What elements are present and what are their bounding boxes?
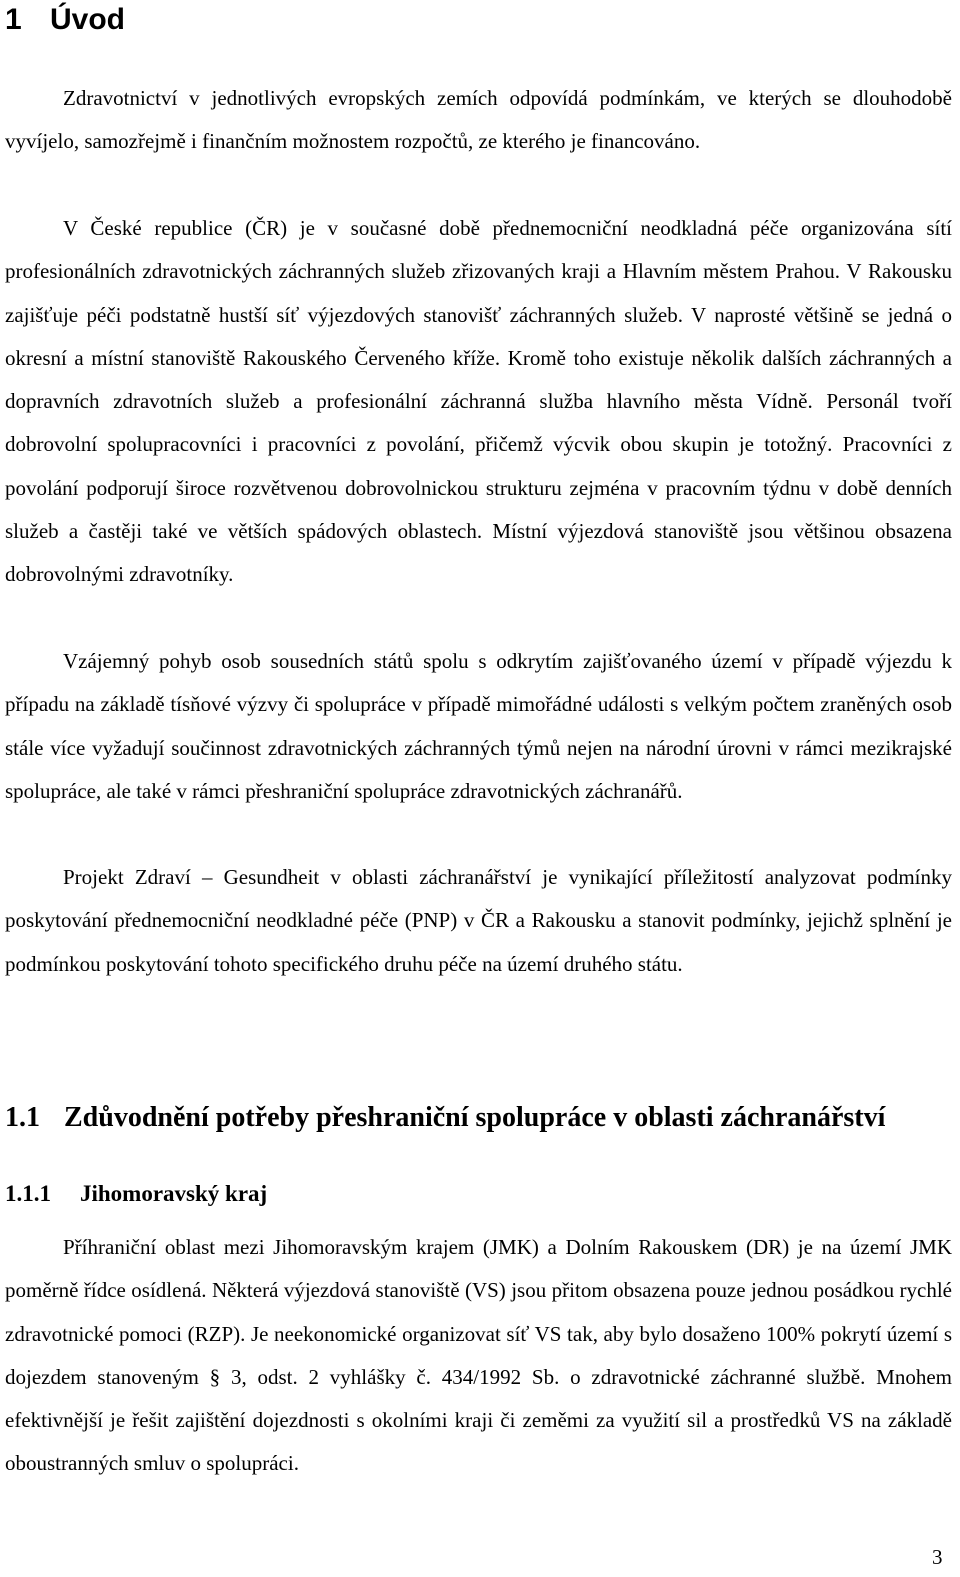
- paragraph-project: Projekt Zdraví – Gesundheit v oblasti záchranářství je vynikající příležitostí analyzovat podmínky poskytování přednemocniční neodkladné péče (PNP) v ČR a Rakousku a stanovit podmínky, jejichž splnění je podmínkou poskytování tohoto specifického druhu péče na území druhého státu.: [5, 865, 952, 976]
- paragraph-cooperation: Vzájemný pohyb osob sousedních států spolu s odkrytím zajišťovaného území v případě výjezdu k případu na základě tísňové výzvy či spolupráce v případě mimořádné události s velkým počtem zraněných osob stále více vyžadují součinnost zdravotnických záchranných týmů nejen na národní úrovni v rámci mezikrajské spolupráce, ale také v rámci přeshraniční spolupráce zdravotnických záchranářů.: [5, 649, 952, 803]
- chapter-number: 1: [5, 3, 22, 36]
- section-number: 1.1: [5, 1102, 40, 1133]
- paragraph-intro: Zdravotnictví v jednotlivých evropských zemích odpovídá podmínkám, ve kterých se dlouhodobě vyvíjelo, samozřejmě i finančním možnostem rozpočtů, ze kterého je financováno.: [5, 86, 952, 154]
- subsection-number: 1.1.1: [5, 1181, 51, 1206]
- section-title: Zdůvodnění potřeby přeshraniční spolupráce v oblasti záchranářství: [64, 1102, 886, 1133]
- subsection-heading: [5, 1178, 267, 1210]
- chapter-title: Úvod: [50, 3, 125, 36]
- page-number: 3: [932, 1545, 943, 1569]
- subsection-title: Jihomoravský kraj: [80, 1181, 268, 1206]
- section-heading: [5, 1100, 885, 1136]
- chapter-heading: [5, 2, 125, 38]
- paragraph-emergency-care: V České republice (ČR) je v současné době přednemocniční neodkladná péče organizována sítí profesionálních zdravotnických záchranných služeb zřizovaných kraji a Hlavním městem Prahou. V Rakousku zajišťuje péči podstatně hustší síť výjezdových stanovišť záchranných služeb. V naprosté většině se jedná o okresní a místní stanoviště Rakouského Červeného kříže. Kromě toho existuje několik dalších záchranných a dopravních zdravotních služeb a profesionální záchranná služba hlavního města Vídně. Personál tvoří dobrovolní spolupracovníci i pracovníci z povolání, přičemž výcvik obou skupin je totožný. Pracovníci z povolání podporují široce rozvětvenou dobrovolnickou strukturu zejména v pracovním týdnu v době denních služeb a častěji také ve větších spádových oblastech. Místní výjezdová stanoviště jsou většinou obsazena dobrovolnými zdravotníky.: [5, 216, 952, 587]
- paragraph-south-moravia: Příhraniční oblast mezi Jihomoravským krajem (JMK) a Dolním Rakouskem (DR) je na území JMK poměrně řídce osídlená. Některá výjezdová stanoviště (VS) jsou přitom obsazena pouze jednou posádkou rychlé zdravotnické pomoci (RZP). Je neekonomické organizovat síť VS tak, aby bylo dosaženo 100% pokrytí území s dojezdem stanoveným § 3, odst. 2 vyhlášky č. 434/1992 Sb. o zdravotnické záchranné službě. Mnohem efektivnější je řešit zajištění dojezdnosti s okolními kraji či zeměmi za využití sil a prostředků VS na základě oboustranných smluv o spolupráci.: [5, 1235, 952, 1476]
